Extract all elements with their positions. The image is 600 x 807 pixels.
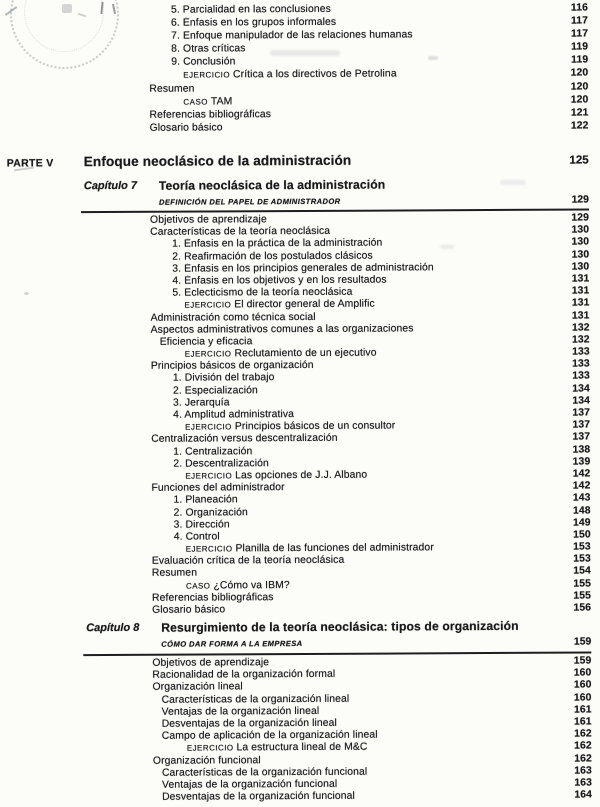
toc-entry-label: EJERCICIO Las opciones de J.J. Albano (185, 469, 368, 482)
toc-entry-page-number: 117 (570, 15, 589, 27)
toc-entry-page-number: 122 (570, 120, 589, 132)
toc-entry-prefix: EJERCICIO (185, 422, 232, 432)
toc-entry-page-number: 155 (573, 578, 591, 590)
toc-entry-page-number: 153 (573, 553, 591, 565)
toc-entry-page-number: 130 (571, 236, 590, 248)
toc-entry-label: 2. Descentralización (173, 457, 269, 470)
toc-entry-label: 4. Amplitud administrativa (173, 409, 295, 421)
toc-entry-label: CASO ¿Cómo va IBM? (185, 579, 290, 592)
toc-entry-label: Referencias bibliográficas (151, 591, 274, 604)
toc-entry-label: CASO TAM (183, 96, 233, 108)
toc-row (62, 790, 592, 805)
toc-entry-page-number: 132 (571, 322, 590, 334)
toc-entry-page-number: 130 (571, 224, 590, 236)
toc-entry-label: Organización funcional (152, 754, 261, 767)
toc-entry-label: 4. Control (173, 531, 220, 543)
toc-entry-label: 2. Especialización (172, 384, 258, 397)
toc-entry-page-number: 134 (572, 395, 591, 407)
toc-entry-page-number: 117 (570, 28, 589, 40)
toc-entry-label: 4. Énfasis en los objetivos y en los resultados (172, 274, 387, 287)
toc-entry-prefix: EJERCICIO (186, 743, 234, 753)
toc-entry-page-number: 163 (574, 777, 593, 789)
chapter7-heading (84, 176, 589, 208)
toc-entry-prefix: CASO (183, 97, 208, 107)
toc-entry-label: 9. Conclusión (171, 56, 236, 69)
toc-entry-label: 3. Énfasis en los principios generales de administración (172, 262, 434, 275)
toc-entry-label: 5. Parcialidad en las conclusiones (170, 3, 331, 16)
chapter7-title-column (159, 176, 589, 207)
toc-entry-prefix: EJERCICIO (185, 471, 233, 481)
toc-entry-label: 3. Jerarquía (172, 397, 230, 409)
toc-entry-label: Referencias bibliográficas (149, 108, 272, 121)
toc-entry-label: Desventajas de la organización funcional (162, 790, 355, 803)
toc-entry-label: Características de la organización funcional (161, 766, 368, 779)
toc-entry-page-number: 133 (572, 346, 590, 358)
toc-entry-page-number: 132 (572, 334, 590, 346)
toc-entry-page-number: 119 (571, 41, 589, 53)
toc-entry-label: EJERCICIO Crítica a los directivos de Petrolina (183, 68, 397, 81)
toc-entry-label: Características de la teoría neoclásica (150, 226, 331, 238)
toc-entry-page-number: 154 (573, 565, 591, 578)
toc-entry-label: 1. Énfasis en la práctica de la administración (172, 237, 383, 251)
toc-entry-page-number: 133 (572, 370, 590, 383)
toc-entry-page-number: 159 (573, 655, 592, 667)
toc-entry-label: 2. Organización (173, 506, 248, 519)
chapter7-label: Capítulo 7 (83, 179, 138, 193)
toc-entry-page-number: 131 (571, 297, 590, 309)
toc-entry-prefix: CASO (185, 581, 211, 591)
toc-entry-label: 1. Planeación (173, 494, 238, 506)
chapter7-subtitle: DEFINICIÓN DEL PAPEL DE ADMINISTRADOR (158, 196, 341, 207)
toc-entry-label: 2. Reafirmación de los postulados clásicos (172, 250, 373, 263)
part-heading-row (7, 151, 589, 169)
toc-entry-label: 8. Otras críticas (171, 43, 246, 55)
toc-entry-label: Racionalidad de la organización formal (152, 669, 336, 681)
toc-entry-label: Resumen (149, 83, 195, 95)
toc-entry-page-number: 155 (573, 590, 592, 602)
toc-entry-page-number: 137 (572, 407, 591, 419)
toc-entry-page-number: 120 (570, 67, 589, 80)
toc-entry-label: Principios básicos de organización (150, 360, 314, 373)
toc-entry-label: Objetivos de aprendizaje (152, 657, 270, 669)
toc-entry-label: Organización lineal (152, 681, 243, 694)
toc-entry-label: Objetivos de aprendizaje (150, 214, 267, 226)
toc-entry-prefix: EJERCICIO (183, 70, 231, 81)
toc-entry-label: EJERCICIO Principios básicos de un consultor (185, 420, 396, 433)
toc-entry-label: Ventajas de la organización funcional (161, 778, 338, 791)
part-title: Enfoque neoclásico de la administración (83, 152, 352, 170)
toc-entry-page-number: 137 (572, 431, 591, 443)
toc-entry-page-number: 130 (571, 249, 590, 261)
chapter8-label: Capítulo 8 (86, 621, 140, 635)
toc-entry-page-number: 134 (572, 383, 590, 395)
toc-entry-label: Desventajas de la organización lineal (161, 717, 337, 730)
toc-entry-page-number: 133 (572, 358, 590, 370)
chapter8-toc-rows (61, 655, 592, 804)
toc-entry-page-number: 137 (572, 419, 591, 431)
toc-entry-prefix: EJERCICIO (185, 544, 233, 554)
toc-entry-label: Características de la organización lineal (161, 693, 350, 706)
toc-entry-label: 7. Enfoque manipulador de las relaciones humanas (171, 29, 413, 42)
toc-entry-label: Centralización versus descentralización (151, 433, 338, 446)
chapter8-title: Resurgimiento de la teoría neoclásica: tipos de organización (161, 618, 519, 635)
part-label: PARTE V (6, 157, 54, 170)
toc-entry-page-number: 138 (572, 444, 591, 456)
toc-entry-page-number: 162 (574, 740, 592, 752)
toc-entry-page-number: 120 (570, 81, 589, 93)
toc-entry-label: Administración como técnica social (150, 311, 316, 324)
toc-entry-label: Glosario básico (152, 604, 226, 616)
toc-entry-page-number: 149 (572, 517, 591, 529)
toc-entry-label: 1. Centralización (173, 445, 253, 458)
toc-entry-page-number: 143 (572, 492, 591, 504)
chapter8-heading (86, 618, 591, 650)
toc-entry-page-number: 119 (571, 54, 589, 66)
toc-entry-page-number: 142 (572, 468, 591, 480)
toc-entry-label: Evaluación crítica de la teoría neoclásica (151, 555, 345, 568)
chapter8-subtitle: CÓMO DAR FORMA A LA EMPRESA (161, 638, 303, 649)
toc-entry-label: 5. Eclecticismo de la teoría neoclásica (172, 286, 353, 299)
toc-entry-page-number: 131 (571, 309, 590, 322)
toc-entry-page-number: 130 (571, 261, 590, 273)
chapter7-page-number: 129 (571, 194, 589, 206)
toc-entry-page-number: 129 (571, 212, 590, 224)
toc-entry-label: EJERCICIO La estructura lineal de M&C (186, 741, 368, 754)
toc-entry-page-number: 120 (570, 94, 589, 106)
toc-entry-page-number: 160 (573, 679, 592, 691)
chapter8-page-number: 159 (573, 636, 592, 648)
toc-entry-page-number: 156 (573, 602, 592, 614)
toc-entry-page-number: 163 (574, 765, 592, 777)
chapter7-title: Teoría neoclásica de la administración (158, 177, 386, 193)
chapter8-title-column (161, 618, 591, 649)
toc-entry-label: Resumen (151, 567, 198, 580)
toc-entry-page-number: 142 (572, 480, 591, 492)
toc-entry-label: 3. Dirección (173, 519, 230, 531)
chapter7-subtitle-row (159, 194, 589, 207)
toc-entry-label: EJERCICIO El director general de Amplific (184, 298, 375, 311)
toc-entry-label: 6. Énfasis en los grupos informales (170, 16, 337, 29)
toc-entry-label: 1. División del trabajo (172, 372, 275, 385)
toc-row (61, 602, 591, 617)
toc-entry-label: Ventajas de la organización lineal (161, 705, 320, 718)
chapter7-toc-rows (59, 212, 591, 617)
toc-entry-label: Eficiencia y eficacia (159, 336, 253, 348)
toc-entry-label: Aspectos administrativos comunes a las organizaciones (150, 323, 414, 336)
toc-entry-page-number: 162 (574, 728, 592, 740)
toc-entry-page-number: 160 (573, 692, 592, 704)
toc-entry-label: Glosario básico (149, 122, 223, 134)
toc-entry-page-number: 161 (573, 704, 592, 716)
toc-entry-page-number: 162 (574, 752, 592, 765)
toc-entry-label: Funciones del administrador (151, 482, 285, 494)
part-page-number: 125 (569, 153, 589, 167)
toc-entry-page-number: 148 (572, 504, 591, 517)
toc-entry-page-number: 131 (571, 285, 590, 297)
toc-entry-prefix: EJERCICIO (184, 300, 232, 310)
toc-entry-page-number: 150 (573, 529, 591, 541)
toc-entry-page-number: 161 (574, 716, 592, 728)
toc-entry-page-number: 131 (571, 273, 590, 285)
toc-entry-page-number: 116 (570, 2, 588, 14)
toc-entry-page-number: 121 (570, 107, 589, 119)
toc-entry-page-number: 139 (572, 456, 591, 468)
toc-row (59, 120, 589, 136)
toc-entry-page-number: 164 (574, 789, 593, 801)
toc-entry-prefix: EJERCICIO (184, 349, 232, 359)
chapter8-subtitle-row (161, 636, 591, 649)
toc-entry-label: Campo de aplicación de la organización lineal (161, 729, 378, 742)
toc-entry-page-number: 160 (573, 667, 592, 679)
toc-entry-label: EJERCICIO Reclutamiento de un ejecutivo (184, 347, 377, 360)
toc-entry-page-number: 153 (573, 541, 591, 553)
prev-chapter-toc-rows (58, 2, 589, 136)
toc-entry-label: EJERCICIO Planilla de las funciones del administrador (185, 542, 434, 555)
